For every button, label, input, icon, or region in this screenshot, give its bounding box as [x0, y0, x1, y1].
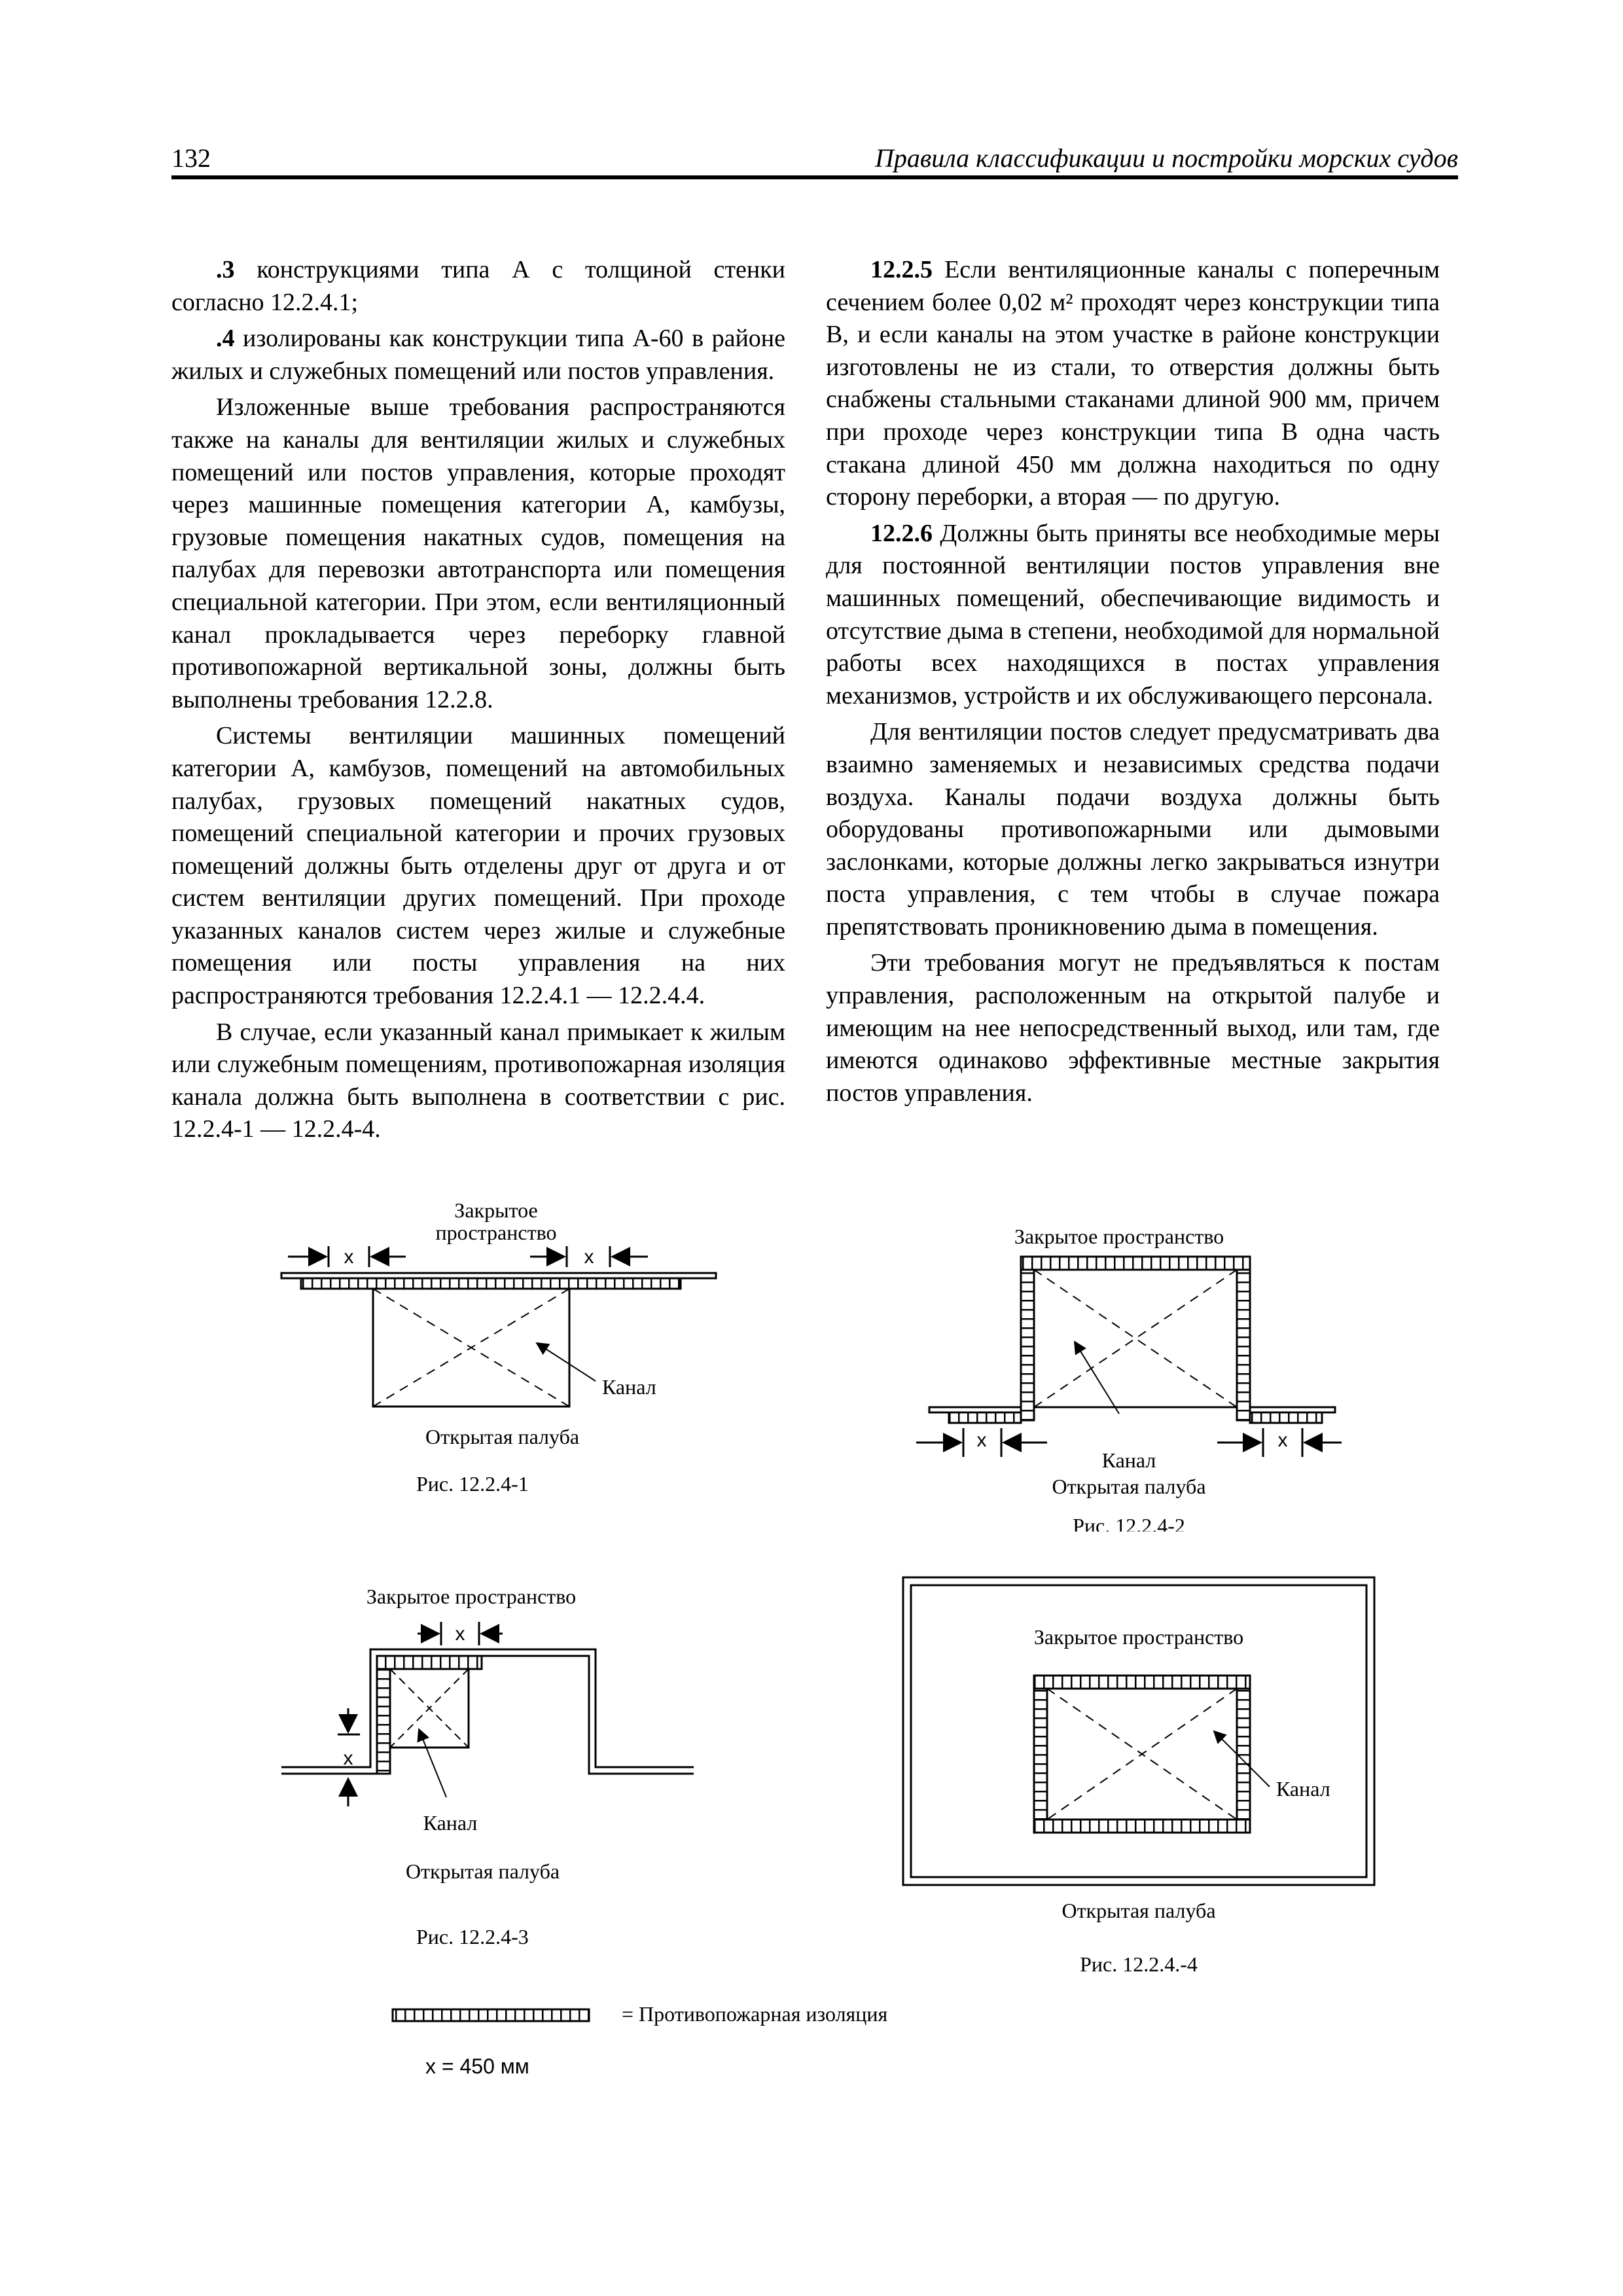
- svg-text:x: x: [343, 1748, 353, 1769]
- paragraph: .3 конструкциями типа А с толщиной стенки согласно 12.2.4.1;: [171, 256, 785, 316]
- paragraph: Эти требования могут не предъявляться к постам управления, расположенным на открытой палубе и имеющим на нее непосредственный выход, или там, где имеются одинаково эффективные местные закрытия постов управления.: [826, 949, 1440, 1107]
- page-number: 132: [171, 143, 211, 173]
- svg-text:x: x: [344, 1246, 354, 1268]
- fig2-caption: Рис. 12.2.4-2: [1073, 1514, 1185, 1532]
- header-rule: [171, 175, 1458, 179]
- fig4-enclosed-label: Закрытое пространство: [1033, 1625, 1244, 1649]
- fig3-caption: Рис. 12.2.4-3: [416, 1925, 529, 1948]
- fig2-duct-label: Канал: [1101, 1448, 1156, 1472]
- fig2-open-deck: Открытая палуба: [1052, 1475, 1206, 1498]
- paragraph: Для вентиляции постов следует предусматривать два взаимно заменяемых и независимых средства подачи воздуха. Каналы подачи воздуха должны быть оборудованы противопожарными или дымовыми заслонками, которые должны легко закрываться изнутри поста управления, с тем чтобы в случае пожара препятствовать проникновению дыма в помещения.: [826, 718, 1440, 941]
- svg-text:x: x: [1277, 1429, 1288, 1451]
- figure-12-2-4-2: [903, 1217, 1348, 1532]
- figure-12-2-4-1: [275, 1191, 720, 1532]
- fig4-duct-label: Канал: [1276, 1777, 1330, 1801]
- fig1-enclosed-label: Закрытое: [454, 1198, 538, 1222]
- legend-x-value: x = 450 мм: [425, 2054, 529, 2078]
- running-title: Правила классификации и постройки морских судов: [874, 143, 1458, 173]
- svg-text:x: x: [976, 1429, 987, 1451]
- right-column: [826, 254, 1440, 1109]
- fig1-enclosed-label: пространство: [435, 1221, 557, 1244]
- legend-insulation-swatch: [393, 2009, 589, 2021]
- fig4-caption: Рис. 12.2.4.-4: [1080, 1952, 1198, 1976]
- left-column: [171, 254, 785, 1146]
- svg-text:x: x: [455, 1623, 465, 1645]
- legend: [386, 1996, 975, 2101]
- figure-12-2-4-3: [275, 1577, 720, 1957]
- fig1-open-deck: Открытая палуба: [425, 1425, 580, 1448]
- legend-insulation-label: = Противопожарная изоляция: [622, 2002, 888, 2026]
- paragraph: 12.2.5 Если вентиляционные каналы с поперечным сечением более 0,02 м² проходят через конструкции типа В, и если каналы на этом участке в районе конструкции изготовлены не из стали, то отверстия должны быть снабжены стальными стаканами длиной 900 мм, причем при проходе через конструкции типа В одна часть стакана длиной 450 мм должна находиться по одну сторону переборки, а вторая — по другую.: [826, 256, 1440, 511]
- paragraph: Изложенные выше требования распространяются также на каналы для вентиляции жилых и служебных помещений или постов управления, которые проходят через машинные помещения категории А, камбузы, грузовые помещения накатных судов, помещения на палубах для перевозки автотранспорта или помещения специальной категории. При этом, если вентиляционный канал прокладывается через переборку главной противопожарной вертикальной зоны, должны быть выполнены требования 12.2.8.: [171, 393, 785, 713]
- paragraph: В случае, если указанный канал примыкает к жилым или служебным помещениям, противопожарная изоляция канала должна быть выполнена в соответствии с рис. 12.2.4-1 — 12.2.4-4.: [171, 1018, 785, 1143]
- paragraph: Системы вентиляции машинных помещений категории А, камбузов, помещений на автомобильных палубах, грузовых помещений накатных судов, помещений специальной категории и прочих грузовых помещений должны быть отделены друг от друга и от систем вентиляции других помещений. При проходе указанных каналов систем через жилые и служебные помещения или посты управления на них распространяются требования 12.2.4.1 — 12.2.4.4.: [171, 722, 785, 1010]
- fig3-open-deck: Открытая палуба: [406, 1859, 560, 1883]
- paragraph: 12.2.6 Должны быть приняты все необходимые меры для постоянной вентиляции постов управления вне машинных помещений, обеспечивающие видимость и отсутствие дыма в степени, необходимой для нормальной работы всех находящихся в постах управления механизмов, устройств и их обслуживающего персонала.: [826, 519, 1440, 709]
- fig2-enclosed-label: Закрытое пространство: [1014, 1225, 1224, 1248]
- fig4-open-deck: Открытая палуба: [1061, 1899, 1216, 1922]
- paragraph: .4 изолированы как конструкции типа А-60 в районе жилых и служебных помещений или постов управления.: [171, 325, 785, 385]
- fig3-enclosed-label: Закрытое пространство: [366, 1585, 577, 1608]
- fig3-duct-label: Канал: [423, 1811, 478, 1835]
- insulation-strip: [301, 1278, 681, 1289]
- fig1-caption: Рис. 12.2.4-1: [416, 1472, 529, 1496]
- svg-text:x: x: [584, 1246, 594, 1268]
- fig1-duct-label: Канал: [602, 1375, 656, 1399]
- figure-12-2-4-4: [897, 1571, 1381, 1990]
